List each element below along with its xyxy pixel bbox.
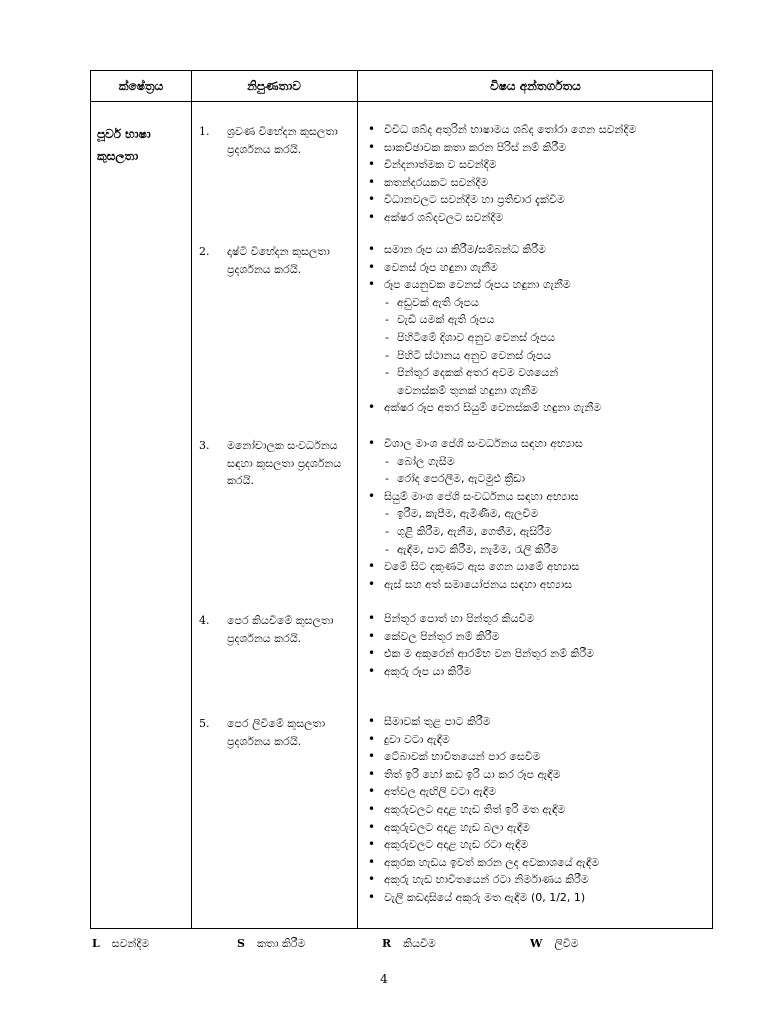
bullet-item: • සමාන රූප යා කිරීම/සම්බන්ධ කිරීම [363, 241, 601, 259]
legend-label: කියවීම [403, 937, 436, 950]
column-divider [191, 71, 192, 928]
sub-item: - පිහිටි ස්ථානය අනුව වෙනස් රූපය [363, 347, 601, 365]
sub-item: - රෝද පෙරලීම, ඇටමුළු ක්‍රීඩා [363, 470, 583, 488]
column-divider [357, 71, 358, 928]
legend-item-listening [92, 937, 149, 951]
bullet-item: • අකුරු හැඩ භාවිතයෙන් රටා නිර්මාණය කිරීම [363, 871, 599, 889]
content-list-5 [363, 713, 599, 907]
legend-item-speaking [237, 937, 305, 951]
content-list-4 [363, 610, 594, 680]
header-domain: ක්ෂේත්‍රය [118, 78, 164, 93]
bullet-item: • අකුරු රූප යා කිරීම [363, 663, 594, 681]
legend-item-reading [382, 937, 436, 951]
competency-number: 5. [199, 717, 210, 730]
bullet-item: • අකුරක හැඩය ඉවත් කරන ලද අවකාශයේ ඇඳීම [363, 854, 599, 872]
competency-number: 4. [199, 614, 210, 627]
competency-text: පෙර කියවීමේ කුසලතා ප්‍රදර්ශනය කරයි. [227, 614, 334, 645]
sub-item: - පින්තූර දෙකක් අතර අවම වශයෙන් [363, 364, 601, 382]
legend-label: ලිවීම [554, 937, 579, 950]
sub-item: - පිහිටීමේ දිශාව අනුව වෙනස් රූපය [363, 329, 601, 347]
page-number: 4 [380, 972, 388, 986]
bullet-item: • වෙනස් රූප හඳුනා ගැනීම [363, 259, 601, 277]
competency-text: මනෝචාලක සංවර්ධනය සඳහා කුසලතා ප්‍රදර්ශනය කරයි. [227, 439, 342, 487]
competency-text: පෙර ලිවීමේ කුසලතා ප්‍රදර්ශනය කරයි. [227, 717, 326, 748]
bullet-item: • වැලි කඩදාසියේ අකුරු මත ඇඳීම (0, 1/2, 1) [363, 889, 599, 907]
sub-item: - ඇඳීම, පාට කිරීම, නැමීම, රැලි කිරීම [363, 541, 583, 559]
bullet-item: • පින්තූර පොත් හා පින්තූර කියවීම [363, 610, 594, 628]
competency-number: 1. [199, 125, 210, 138]
bullet-item: • කතන්දරයකට සවන්දීම [363, 174, 636, 192]
legend-label: කතා කිරීම [256, 937, 306, 950]
bullet-item: • අක්ෂර රූප අතර සියුම් වෙනස්කම් හඳුනා ගැනීම [363, 399, 601, 417]
bullet-item: • එක ම අකුරෙන් ආරම්භ වන පින්තූර නම් කිරීම [363, 645, 594, 663]
bullet-item: • අත්වල ඇඟිලි වටා ඇඳීම [363, 783, 599, 801]
sub-item: - බෝල ගැසීම [363, 453, 583, 471]
bullet-item: • ඇස් සහ අත් සමායෝජනය සඳහා අභ්‍යාස [363, 576, 583, 594]
header-competency: නිපුණතාව [247, 78, 301, 93]
content-list-3 [363, 435, 583, 593]
bullet-item: • වමේ සිට දකුණට ඇස ගෙන යාමේ අභ්‍යාස [363, 558, 583, 576]
sub-item: - අඩුවක් ඇති රූපය [363, 294, 601, 312]
bullet-item: • අකුරුවලට අදාළ හැඩ තිත් ඉරි මත ඇඳීම [363, 801, 599, 819]
competency-number: 2. [199, 245, 210, 258]
bullet-item: • අකුරුවලට අදාළ හැඩ රටා ඇඳීම [363, 836, 599, 854]
bullet-item: • ටේබාවක් භාවිතයෙන් පාර සෙවීම [363, 748, 599, 766]
content-list-1 [363, 121, 636, 227]
bullet-item: • සාකච්ඡාවක කතා කරන පිරිස් නම් කිරීම [363, 139, 636, 157]
legend-key: S [237, 937, 245, 950]
legend-key: R [382, 937, 392, 950]
competency-text: දෘෂ්ටි විභේදන කුසලතා ප්‍රදර්ශනය කරයි. [227, 245, 330, 276]
bullet-item: • සියුම් මාංශ පේශි සංවර්ධනය සඳහා අභ්‍යාස [363, 488, 583, 506]
legend-item-writing [530, 937, 579, 951]
bullet-item: • කේවල පින්තූර නම් කිරීම [363, 628, 594, 646]
sub-item: - ඉරීම, කැපීම, ඇමිණීම, ඇලවීම [363, 505, 583, 523]
bullet-item: • අකුරුවලට අදාළ හැඩ බලා ඇඳීම [363, 819, 599, 837]
legend-key: W [530, 937, 543, 950]
legend-key: L [92, 937, 100, 950]
legend-label: සවන්දීම [111, 937, 150, 950]
sub-item: වෙනස්කම් තුනක් හඳුනා ගැනීම [397, 383, 538, 397]
bullet-item: • තිත් ඉරි හෝ කඩ ඉරි යා කර රූප ඇඳීම [363, 766, 599, 784]
content-list-2 [363, 241, 601, 417]
sub-item: - වැඩි යමක් ඇති රූපය [363, 311, 601, 329]
bullet-item: • දුවා වටා ඇඳීම [363, 731, 599, 749]
header-divider [91, 101, 712, 102]
bullet-item: • වින්දනාත්මක ව සවන්දීම [363, 156, 636, 174]
bullet-item: • රූප යෙනුවක වෙනස් රූපය හඳුනා ගැනීම [363, 276, 601, 294]
bullet-item: • විධානවලට සවන්දීම හා ප්‍රතිචාර දැක්වීම [363, 191, 636, 209]
bullet-item: • අක්ෂර ශබ්දවලට සවන්දීම [363, 209, 636, 227]
sub-item: - ගුළි කිරීම, ඇනීම, ගෙතීම, ඇසිරීම [363, 523, 583, 541]
bullet-item: • විවිධ ශබ්ද අතුරින් භාෂාමය ශබ්ද තෝරා ගෙන සවන්දීම [363, 121, 636, 139]
domain-cell: පූර්ව භාෂා කුසලතා [97, 127, 151, 163]
bullet-item: • විශාල මාංශ පේශි සංවර්ධනය සඳහා අභ්‍යාස [363, 435, 583, 453]
competency-text: ශ්‍රවණ විභේදන කුසලතා ප්‍රදර්ශනය කරයි. [227, 125, 338, 156]
content-table [90, 70, 713, 929]
competency-number: 3. [199, 439, 210, 452]
header-content: විෂය අන්තර්ගතය [490, 78, 581, 93]
bullet-item: • සීමාවක් තුළ පාට කිරීම [363, 713, 599, 731]
